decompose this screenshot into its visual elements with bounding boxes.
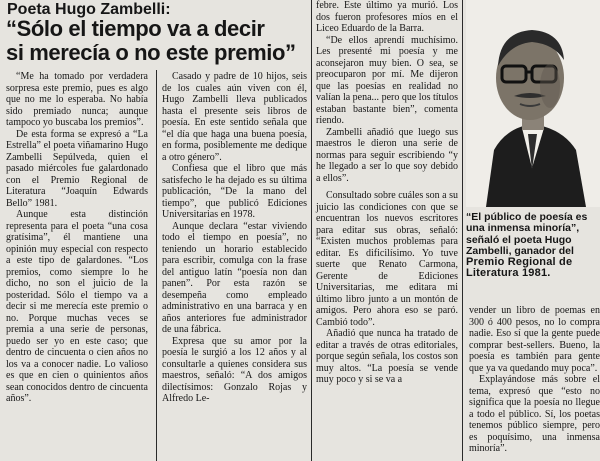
caption-text: señaló el poeta Hugo Zambelli, ganador del <box>466 233 574 257</box>
paragraph: Zambelli añadió que luego sus maestros le dieron una serie de normas para seguir escribiendo “y he llegado a ser lo que soy debido a ellos”. <box>316 126 458 184</box>
paragraph: febre. Este último ya murió. Los dos fueron profesores míos en el Liceo Eduardo de la Barra. <box>316 0 458 34</box>
caption-award: Premio Regional de Literatura 1981. <box>466 256 573 280</box>
paragraph: De esta forma se expresó a “La Estrella” el poeta viñamarino Hugo Zambelli Sepúlveda, quien el pasado miércoles fue galardonado con el Premio Regional de Literatura “Joaquín Edwards Bello” 1981. <box>6 128 148 209</box>
paragraph: vender un libro de poemas en 300 ó 400 pesos, no lo compra nadie. Eso sí que la gente puede comprar best-sellers. Bueno, la poesía es también para gente que ya va quedando muy poca”. <box>469 305 600 374</box>
paragraph: “De ellos aprendí muchísimo. Les presenté mi poesía y me aconsejaron muy bien. O sea, se preocuparon por mí. Me dijeron que las poesías en realidad no valían la pena... pero que los títulos estaban bastante bien”, comenta riendo. <box>316 34 458 126</box>
paragraph: Aunque esta distinción representa para el poeta “una cosa gratísima”, él mantiene una opinión muy especial con respecto a este tipo de galardones. “Los premios, como siempre lo he dicho, no son el juicio de la posteridad. Sólo el tiempo va a decir si me merecía este premio o no. Porque muchas veces se premia a una serie de personas, puedo ser yo en este caso; que dentro de cincuenta o cien años no los va a conocer nadie. Lo valioso es que en cien o quinientos años sean conocidos dentro de cincuenta años”. <box>6 209 148 404</box>
headline-line-1: “Sólo el tiempo va a decir <box>6 16 265 41</box>
paragraph: Consultado sobre cuáles son a su juicio las condiciones con que se encuentran los nuevos escritores para editar sus obras, señaló: “Existen muchos problemas para editar. Es dificilísimo. Yo tuve suerte que Renato Carmona, Gerente de Ediciones Universitarias, me editara mi último libro junto a un montón de amigos. Pero ahora eso se paró. Cambió todo”. <box>316 190 458 328</box>
photo-caption <box>466 212 598 280</box>
caption-quote: “El público de poesía es una inmensa minoría”, <box>466 211 588 235</box>
paragraph: “Me ha tomado por verdadera sorpresa este premio, pues es algo que no me lo esperaba. No había sido premiado nunca; aunque tampoco yo buscaba los premios”. <box>6 71 148 128</box>
paragraph: Confiesa que el libro que más satisfecho le ha dejado es su última publicación, “De la mano del tiempo”, que publicó Ediciones Universitarias en 1978. <box>162 163 307 220</box>
paragraph: Añadió que nunca ha tratado de editar a través de otras editoriales, porque según señala, los costos son muy altos. “La poesía se vende muy poco y si se va a <box>316 328 458 385</box>
paragraph: Expresa que su amor por la poesía le surgió a los 12 años y al consultarle a quienes considera sus maestros, señaló: “A dos amigos dilectísimos: Gonzalo Rojas y Alfredo Le- <box>162 335 307 404</box>
article-column-2 <box>162 71 307 461</box>
article-column-4 <box>469 305 600 461</box>
headline <box>6 17 316 65</box>
paragraph: Casado y padre de 10 hijos, seis de los cuales aún viven con él, Hugo Zambelli lleva publicados hasta el presente seis libros de poesía. En este sentido señala que “el día que haga una buena poesía, en forma, posiblemente me dedique a otro género”. <box>162 71 307 163</box>
portrait-photo <box>466 0 600 207</box>
paragraph: Aunque declara “estar viviendo todo el tiempo en poesía”, no teniendo un horario establecido para escribir, comulga con la frase del antiguo latín “poesía non dan panen”. Por esta razón se desempeña como empleado administrativo en una barraca y en años anteriores fue administrador de una fábrica. <box>162 220 307 335</box>
column-rule <box>156 70 157 461</box>
kicker: Poeta Hugo Zambelli: <box>7 1 171 18</box>
column-rule <box>311 0 312 461</box>
headline-line-2: si merecía o no este premio” <box>6 40 296 65</box>
article-column-1 <box>6 71 148 461</box>
portrait-illustration <box>466 0 600 207</box>
paragraph: Explayándose más sobre el tema, expresó que “esto no significa que la poesía no llegue a todo el público. Sí, los poetas tenemos público siempre, pero es poquísimo, una inmensa minoría”. <box>469 374 600 454</box>
column-rule <box>462 0 463 461</box>
article-column-3 <box>316 0 458 461</box>
